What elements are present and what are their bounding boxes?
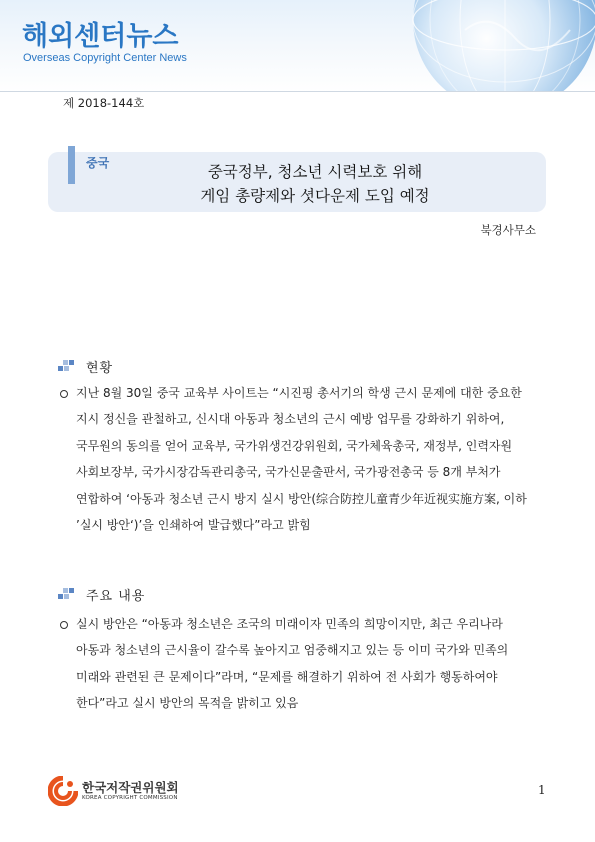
circle-bullet-icon [60, 621, 68, 629]
newsletter-title: 해외센터뉴스 [22, 21, 179, 52]
article-title-line: 게임 총량제와 셧다운제 도입 예정 [200, 187, 430, 205]
paragraph [76, 611, 546, 717]
paragraph-line: 지시 정신을 관철하고, 신시대 아동과 청소년의 근시 예방 업무를 강화하기 위하여, [76, 412, 505, 427]
paragraph-line: 지난 8월 30일 중국 교육부 사이트는 “시진핑 총서기의 학생 근시 문제에 대한 중요한 [76, 386, 522, 400]
paragraph-line: 한다”라고 실시 방안의 목적을 밝히고 있음 [76, 696, 299, 711]
paragraph-line: 사회보장부, 국가시장감독관리총국, 국가신문출판서, 국가광전총국 등 8개 부처가 [76, 465, 501, 480]
issue-number: 제 2018-144호 [63, 96, 145, 110]
paragraph-line: 아동과 청소년의 근시율이 갈수록 높아지고 엄중해지고 있는 등 이미 국가와 민족의 [76, 643, 509, 658]
paragraph [76, 380, 546, 538]
paragraph-line: 미래와 관련된 큰 문제이다”라며, “문제를 해결하기 위하여 전 사회가 행동하여야 [76, 669, 498, 684]
paragraph-line: 실시 방안은 “아동과 청소년은 조국의 미래이자 민족의 희망이지만, 최근 우리나라 [76, 617, 503, 631]
page-header [0, 0, 595, 92]
paragraph-line: ’실시 방안‘)’을 인쇄하여 발급했다”라고 밝힘 [76, 518, 311, 533]
header-divider [0, 91, 595, 92]
topic-country: 중국 [86, 156, 110, 170]
section-title: 주요 내용 [86, 589, 146, 604]
paragraph-line: 연합하여 ‘아동과 청소년 근시 방지 실시 방안(综合防控儿童青少年近视实施方案, 이하 [76, 491, 527, 506]
article-title-line: 중국정부, 청소년 시력보호 위해 [207, 163, 423, 181]
section-heading [58, 357, 113, 376]
article-title [110, 160, 520, 208]
globe-icon [395, 0, 595, 92]
section-bullet-icon [58, 588, 74, 602]
section-heading [58, 585, 145, 604]
newsletter-subtitle: Overseas Copyright Center News [23, 52, 187, 64]
section-bullet-icon [58, 360, 74, 374]
page-number: 1 [538, 783, 546, 797]
topic-accent-bar [68, 146, 75, 184]
footer-org-name: 한국저작권위원회 [82, 780, 179, 795]
circle-bullet-icon [60, 390, 68, 398]
section-title: 현황 [86, 361, 114, 376]
office-name: 북경사무소 [480, 223, 536, 237]
paragraph-line: 국무원의 동의를 얻어 교육부, 국가위생건강위원회, 국가체육총국, 재정부, 인력자원 [76, 438, 513, 453]
footer-org-name-en: KOREA COPYRIGHT COMMISSION [82, 795, 178, 801]
commission-logo-icon [48, 776, 78, 806]
